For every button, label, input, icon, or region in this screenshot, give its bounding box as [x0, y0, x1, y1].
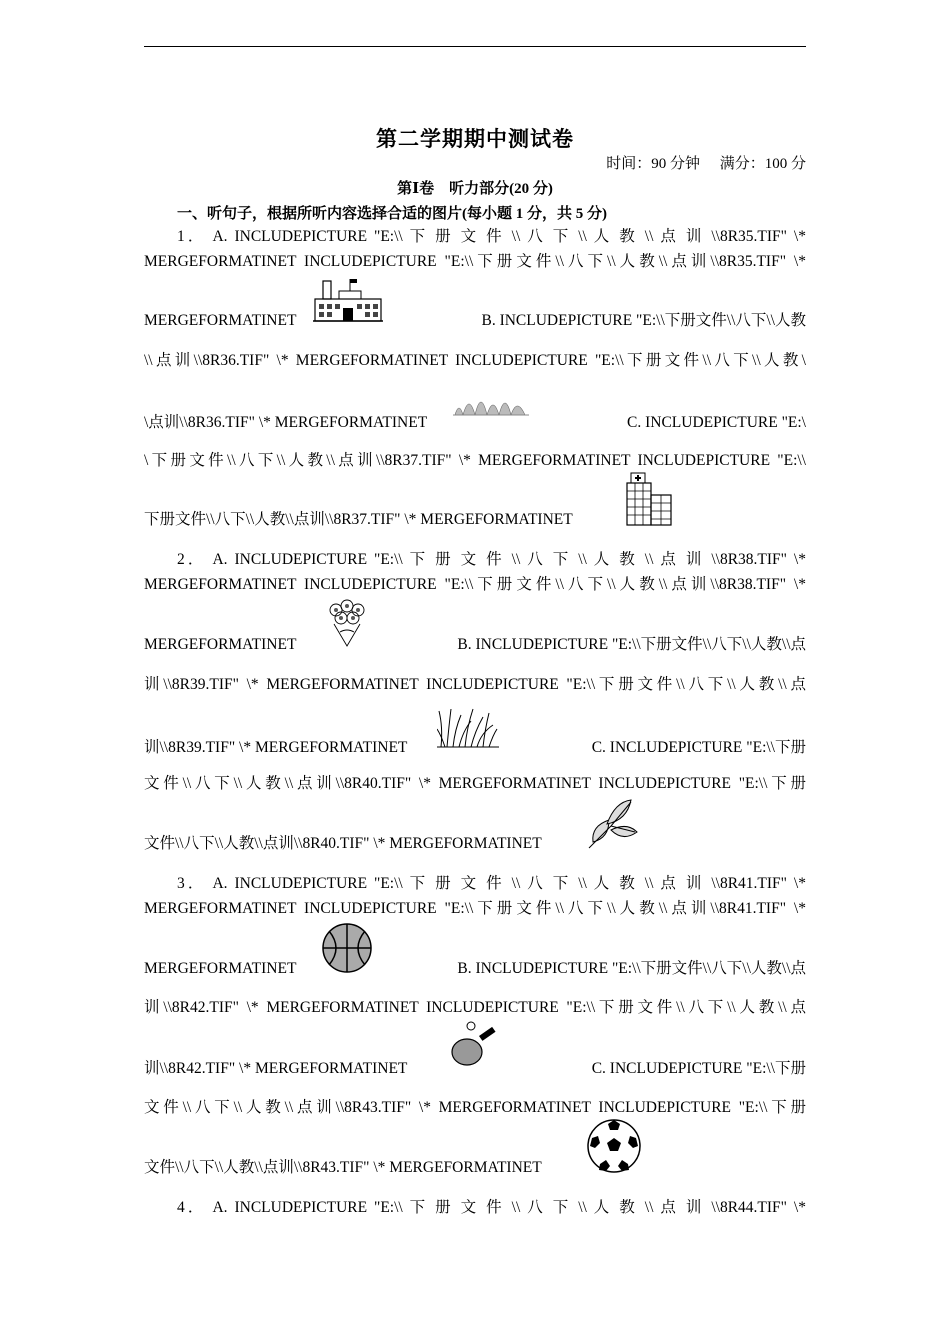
q3-line-6: 文件\\八下\\人教\\点训\\8R43.TIF" \* MERGEFORMATINET INCLUDEPICTURE "E:\\下册 [144, 1099, 806, 1116]
q1-line-4: \\点训\\8R36.TIF" \* MERGEFORMATINET INCLUDEPICTURE "E:\\下册文件\\八下\\人教\ [144, 352, 806, 369]
hospital-image [621, 471, 673, 527]
section-heading: 一、听句子，根据所听内容选择合适的图片(每小题 1 分，共 5 分) [177, 206, 607, 222]
q1-line-3: MERGEFORMATINET B. INCLUDEPICTURE "E:\\下册文件\\八下\\人教 [144, 312, 806, 329]
trees-image [453, 387, 529, 417]
leaves-image [587, 798, 639, 850]
grass-image [437, 707, 499, 749]
q1-line-6: \下册文件\\八下\\人教\\点训\\8R37.TIF" \* MERGEFORMATINET INCLUDEPICTURE "E:\\ [144, 452, 806, 469]
q3-line-7: 文件\\八下\\人教\\点训\\8R43.TIF" \* MERGEFORMATINET [144, 1159, 542, 1176]
q2-line-6: 文件\\八下\\人教\\点训\\8R40.TIF" \* MERGEFORMATINET INCLUDEPICTURE "E:\\下册 [144, 775, 806, 792]
q3-line-3: MERGEFORMATINET B. INCLUDEPICTURE "E:\\下册文件\\八下\\人教\\点 [144, 960, 806, 977]
q1-line-5: \点训\\8R36.TIF" \* MERGEFORMATINET C. INCLUDEPICTURE "E:\ [144, 414, 806, 431]
ping-pong-paddle-image [449, 1020, 499, 1070]
flower-bouquet-image [322, 598, 372, 648]
full-score: 满分：100 分 [719, 156, 806, 172]
q1-line-1: 1． A. INCLUDEPICTURE "E:\\ 下 册 文 件 \\ 八 下 \\ 人 教 \\ 点 训 \\8R35.TIF" \* [177, 228, 806, 245]
q1-line-7: 下册文件\\八下\\人教\\点训\\8R37.TIF" \* MERGEFORMATINET [144, 511, 573, 528]
q2-line-4: 训\\8R39.TIF" \* MERGEFORMATINET INCLUDEPICTURE "E:\\下册文件\\八下\\人教\\点 [144, 676, 806, 693]
basketball-image [321, 922, 373, 974]
q2-line-1: 2． A. INCLUDEPICTURE "E:\\ 下 册 文 件 \\ 八 下 \\ 人 教 \\ 点 训 \\8R38.TIF" \* [177, 551, 806, 568]
q3-line-5: 训\\8R42.TIF" \* MERGEFORMATINET C. INCLUDEPICTURE "E:\\下册 [144, 1060, 806, 1077]
school-building-image [313, 277, 383, 323]
q4-line-1: 4． A. INCLUDEPICTURE "E:\\ 下 册 文 件 \\ 八 下 \\ 人 教 \\ 点 训 \\8R44.TIF" \* [177, 1199, 806, 1216]
header-rule [144, 46, 806, 47]
time-limit: 时间：90 分钟 [606, 156, 700, 172]
q2-line-7: 文件\\八下\\人教\\点训\\8R40.TIF" \* MERGEFORMATINET [144, 835, 542, 852]
soccer-ball-image [586, 1118, 642, 1174]
q2-line-2: MERGEFORMATINET INCLUDEPICTURE "E:\\下册文件\\八下\\人教\\点训\\8R38.TIF" \* [144, 576, 806, 593]
q3-line-2: MERGEFORMATINET INCLUDEPICTURE "E:\\下册文件\\八下\\人教\\点训\\8R41.TIF" \* [144, 900, 806, 917]
part-heading: 第Ⅰ卷 听力部分(20 分) [397, 181, 553, 197]
q3-line-4: 训\\8R42.TIF" \* MERGEFORMATINET INCLUDEPICTURE "E:\\下册文件\\八下\\人教\\点 [144, 999, 806, 1016]
q2-line-5: 训\\8R39.TIF" \* MERGEFORMATINET C. INCLUDEPICTURE "E:\\下册 [144, 739, 806, 756]
page-title: 第二学期期中测试卷 [376, 127, 574, 151]
q2-line-3: MERGEFORMATINET B. INCLUDEPICTURE "E:\\下册文件\\八下\\人教\\点 [144, 636, 806, 653]
q1-line-2: MERGEFORMATINET INCLUDEPICTURE "E:\\下册文件\\八下\\人教\\点训\\8R35.TIF" \* [144, 253, 806, 270]
q3-line-1: 3． A. INCLUDEPICTURE "E:\\ 下 册 文 件 \\ 八 下 \\ 人 教 \\ 点 训 \\8R41.TIF" \* [177, 875, 806, 892]
exam-meta [606, 152, 806, 173]
